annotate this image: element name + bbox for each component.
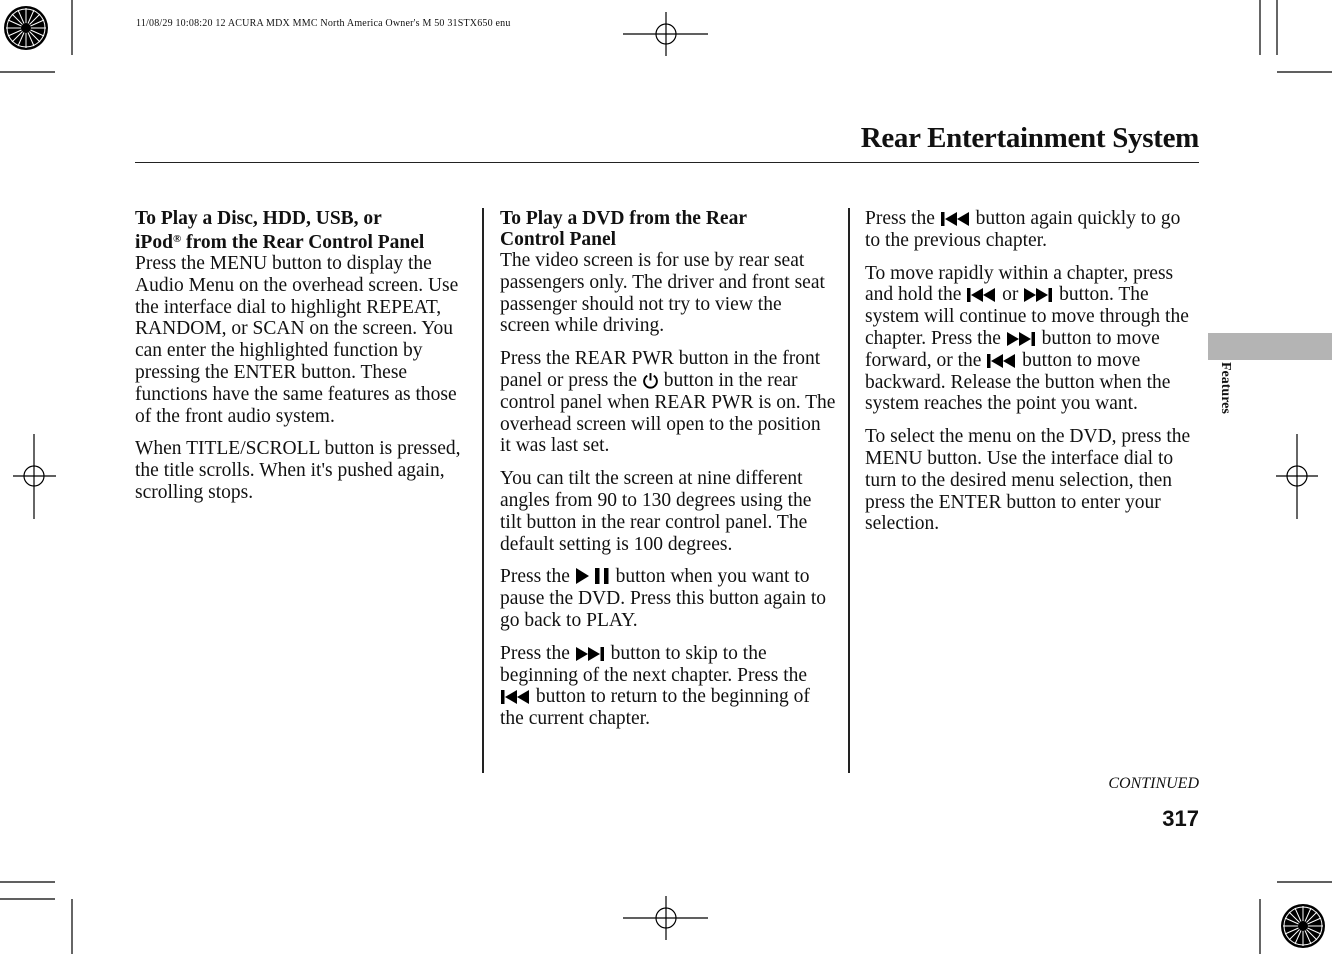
continued-label: CONTINUED [1108,775,1199,792]
skip-forward-icon [1023,287,1054,303]
skip-back-icon [940,211,971,227]
play-pause-icon [575,567,611,585]
column-2 [500,208,836,741]
skip-forward-icon [1006,331,1037,347]
column-1 [135,208,471,515]
section-tab-marker [1208,333,1332,360]
print-header: 11/08/29 10:08:20 12 ACURA MDX MMC North America Owner's M 50 31STX650 enu [136,18,511,29]
skip-forward-icon [575,646,606,662]
paragraph: The video screen is for use by rear seat passengers only. The driver and front seat passenger should not try to view the screen while driving. [500,250,825,337]
title-rule [135,162,1199,163]
section-heading: To Play a DVD from the Rear Control Panel [500,208,747,250]
paragraph: To move rapidly within a chapter, press and hold the or button. The system will continue to move through the chapter. Press the button to move forward, or the button to move backward. Release the button when the system reaches the point you want. [865,262,1189,415]
paragraph: Press the REAR PWR button in the front panel or press the button in the rear control panel when REAR PWR is on. The overhead screen will open to the position it was last set. [500,348,836,457]
paragraph: To select the menu on the DVD, press the MENU button. Use the interface dial to turn to the desired menu selection, then press the ENTER button to enter your selection. [865,426,1191,535]
page-number: 317 [1162,806,1199,831]
column-divider [482,208,484,773]
paragraph: You can tilt the screen at nine different angles from 90 to 130 degrees using the tilt button in the rear control panel. The default setting is 100 degrees. [500,468,812,555]
skip-back-icon [986,353,1017,369]
paragraph: Press the button when you want to pause the DVD. Press this button again to go back to PLAY. [500,566,827,631]
section-heading: To Play a Disc, HDD, USB, or iPod® from the Rear Control Panel [135,208,425,253]
page-title: Rear Entertainment System [860,122,1199,154]
column-divider [848,208,850,773]
paragraph: When TITLE/SCROLL button is pressed, the title scrolls. When it's pushed again, scrolling stops. [135,438,461,503]
section-tab-label: Features [1218,362,1233,414]
paragraph: Press the button to skip to the beginning of the next chapter. Press the button to return to the beginning of the current chapter. [500,642,810,730]
registered-mark: ® [172,233,182,245]
paragraph: Press the button again quickly to go to the previous chapter. [865,208,1181,251]
skip-back-icon [500,689,531,705]
skip-back-icon [966,287,997,303]
paragraph: Press the MENU button to display the Audio Menu on the overhead screen. Use the interface dial to highlight REPEAT, RANDOM, or SCAN on the screen. You can enter the highlighted function by pressing the ENTER button. These functions have the same features as those of the front audio system. [135,253,459,427]
power-icon [642,372,659,389]
column-3 [865,208,1199,546]
